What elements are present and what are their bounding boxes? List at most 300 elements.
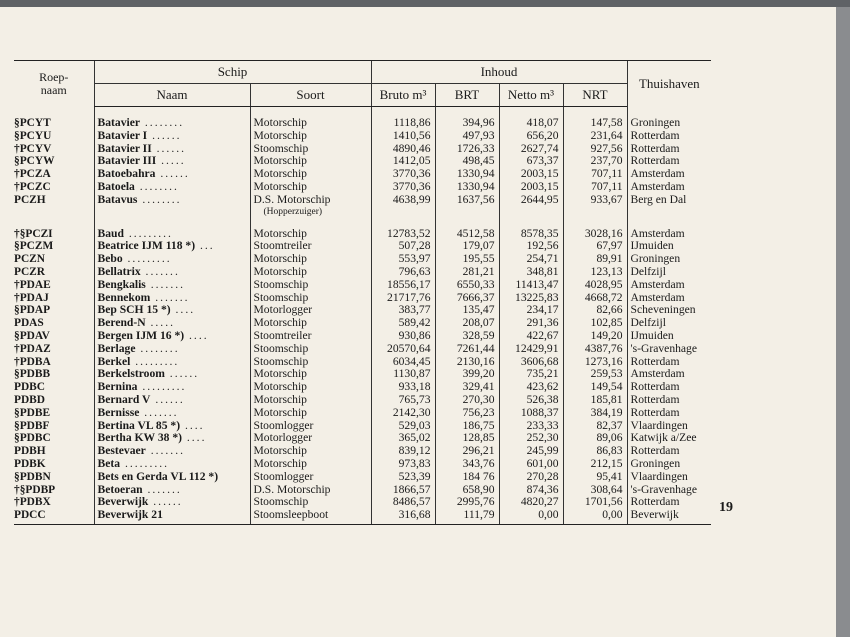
nrt-cell-text: 3028,16	[584, 226, 623, 240]
ship-type-cell-text: Motorschip	[253, 444, 307, 458]
table-row	[14, 107, 711, 130]
page-edge	[836, 7, 850, 637]
ship-type-cell-text: Motorschip	[253, 367, 307, 381]
brt-cell-text: 394,96	[462, 116, 495, 129]
ship-name-cell-text: Bertha KW 38 *)	[97, 432, 182, 445]
ship-name-cell	[94, 381, 250, 394]
ship-type-cell	[250, 509, 371, 524]
homeport-cell	[627, 509, 711, 524]
leader-dots: .......	[145, 445, 185, 458]
homeport-cell	[627, 107, 711, 130]
ship-name-cell	[94, 343, 250, 356]
roepnaam-cell	[14, 471, 94, 484]
ship-name-cell	[94, 407, 250, 420]
brt-cell-text: 2130,16	[456, 354, 495, 368]
bruto-cell-text: 765,73	[398, 392, 431, 406]
brt-cell-text: 7666,37	[456, 290, 495, 304]
nrt-cell-text: 237,70	[590, 154, 623, 168]
ship-name-cell	[94, 217, 250, 241]
ship-name-cell-text: Batavier I	[97, 129, 148, 142]
ship-name-cell-text: Bennekom	[97, 291, 151, 304]
homeport-cell-text: Beverwijk	[630, 508, 679, 522]
bruto-cell-text: 4890,46	[392, 141, 431, 155]
roepnaam-cell-text: §PDBB	[14, 368, 51, 381]
homeport-cell-text: Rotterdam	[630, 495, 680, 509]
ship-type-cell-text: Stoomschip	[253, 277, 309, 291]
brt-cell-text: 1330,94	[456, 167, 495, 181]
roepnaam-cell	[14, 368, 94, 381]
ship-name-cell	[94, 304, 250, 317]
bruto-cell-text: 529,03	[398, 418, 431, 432]
nrt-cell-text: 185,81	[590, 392, 623, 406]
ship-type-cell-text: Stoomlogger	[253, 418, 314, 432]
roepnaam-cell-text: †PDBX	[14, 496, 51, 509]
leader-dots: .......	[142, 483, 182, 496]
brt-cell-text: 184 76	[462, 469, 495, 483]
netto-cell-text: 423,62	[526, 380, 559, 394]
leader-dots: ......	[151, 142, 187, 155]
ship-name-cell	[94, 368, 250, 381]
netto-cell-text: 2003,15	[520, 179, 559, 193]
netto-cell-text: 348,81	[526, 264, 559, 278]
nrt-cell-text: 4668,72	[584, 290, 623, 304]
bruto-cell-text: 2142,30	[392, 405, 431, 419]
ship-name-cell	[94, 107, 250, 130]
homeport-cell-text: Rotterdam	[630, 444, 680, 458]
nrt-cell-text: 212,15	[590, 456, 623, 470]
homeport-cell-text: Amsterdam	[630, 290, 685, 304]
leader-dots: .......	[145, 278, 186, 291]
homeport-cell-text: IJmuiden	[630, 328, 674, 342]
roepnaam-cell-text: PDBH	[14, 445, 46, 458]
brt-cell-text: 6550,33	[456, 277, 495, 291]
roepnaam-cell-text: †PDAZ	[14, 342, 51, 355]
bruto-cell-text: 365,02	[398, 431, 431, 445]
leader-dots: ........	[135, 342, 180, 355]
ship-type-cell-text: D.S. Motorschip	[253, 482, 331, 496]
header-inhoud: Inhoud	[371, 61, 627, 84]
bruto-cell-text: 796,63	[398, 264, 431, 278]
header-nrt: NRT	[563, 84, 627, 107]
netto-cell-text: 8578,35	[520, 226, 559, 240]
roepnaam-cell-text: §PDBE	[14, 406, 51, 419]
ship-name-cell-text: Bertina VL 85 *)	[97, 419, 181, 432]
brt-cell-text: 195,55	[462, 252, 495, 266]
bruto-cell-text: 1412,05	[392, 154, 431, 168]
leader-dots: .........	[137, 381, 187, 394]
header-schip: Schip	[94, 61, 371, 84]
nrt-cell-text: 89,91	[596, 252, 623, 266]
netto-cell-text: 874,36	[526, 482, 559, 496]
roepnaam-cell-text: PDCC	[14, 509, 46, 522]
ship-name-cell-text: Batavier	[97, 116, 140, 129]
ship-name-cell	[94, 253, 250, 266]
ship-type-cell-text: Motorschip	[253, 380, 307, 394]
roepnaam-cell	[14, 266, 94, 279]
bruto-cell-text: 553,97	[398, 252, 431, 266]
ship-name-cell	[94, 130, 250, 143]
ship-type-cell-text: Motorschip	[253, 405, 307, 419]
header-roepnaam-line2: naam	[40, 82, 67, 97]
netto-cell-text: 0,00	[538, 508, 559, 522]
homeport-cell-text: Groningen	[630, 115, 681, 129]
netto-cell-text: 422,67	[526, 328, 559, 342]
homeport-cell-text: IJmuiden	[630, 239, 674, 253]
ship-name-cell	[94, 484, 250, 497]
roepnaam-cell-text: §PDBF	[14, 419, 50, 432]
bruto-cell-text: 1118,86	[393, 116, 431, 129]
homeport-cell-text: 's-Gravenhage	[630, 482, 697, 496]
roepnaam-cell	[14, 330, 94, 343]
roepnaam-cell-text: †PDAE	[14, 278, 51, 291]
netto-cell	[499, 217, 563, 241]
homeport-cell-text: Amsterdam	[630, 179, 685, 193]
leader-dots: ......	[147, 129, 182, 142]
nrt-cell-text: 259,53	[590, 367, 623, 381]
brt-cell-text: 343,76	[462, 456, 495, 470]
ship-type-cell-text: Motorschip	[253, 392, 307, 406]
header-soort: Soort	[250, 84, 371, 107]
netto-cell-text: 13225,83	[515, 290, 559, 304]
ship-type-cell-text: Stoomschip	[253, 341, 309, 355]
netto-cell-text: 673,37	[526, 154, 559, 168]
bruto-cell-text: 589,42	[398, 316, 431, 330]
leader-dots: .....	[156, 155, 186, 168]
leader-dots: .........	[120, 457, 170, 470]
ship-type-cell-text: Motorschip	[253, 116, 307, 129]
roepnaam-cell	[14, 292, 94, 305]
roepnaam-cell-text: PDAS	[14, 317, 44, 330]
brt-cell-text: 281,21	[462, 264, 495, 278]
table-row	[14, 217, 711, 241]
brt-cell-text: 1330,94	[456, 179, 495, 193]
brt-cell-text: 756,23	[462, 405, 495, 419]
netto-cell-text: 656,20	[526, 128, 559, 142]
roepnaam-cell	[14, 240, 94, 253]
nrt-cell-text: 1701,56	[584, 495, 623, 509]
ship-name-cell-text: Beverwijk	[97, 496, 149, 509]
leader-dots: .......	[139, 406, 179, 419]
nrt-cell-text: 384,19	[590, 405, 623, 419]
roepnaam-cell	[14, 356, 94, 369]
roepnaam-cell-text: PDBK	[14, 457, 46, 470]
roepnaam-cell-text: PCZR	[14, 265, 46, 278]
brt-cell	[435, 194, 499, 217]
brt-cell-text: 329,41	[462, 380, 495, 394]
table-row	[14, 509, 711, 524]
ship-register-table-wrap	[14, 60, 711, 525]
homeport-cell-text: Amsterdam	[630, 277, 685, 291]
nrt-cell-text: 89,06	[596, 431, 623, 445]
netto-cell-text: 1088,37	[520, 405, 559, 419]
roepnaam-cell	[14, 279, 94, 292]
roepnaam-cell	[14, 181, 94, 194]
homeport-cell-text: Rotterdam	[630, 128, 680, 142]
nrt-cell-text: 231,64	[590, 128, 623, 142]
roepnaam-cell-text: §PCZM	[14, 240, 54, 253]
brt-cell-text: 296,21	[462, 444, 495, 458]
roepnaam-cell	[14, 253, 94, 266]
brt-cell-text: 186,75	[462, 418, 495, 432]
homeport-cell-text: Amsterdam	[630, 367, 685, 381]
netto-cell-text: 3606,68	[520, 354, 559, 368]
nrt-cell-text: 123,13	[590, 264, 623, 278]
ship-type-cell-text: Motorschip	[253, 154, 307, 168]
ship-name-cell	[94, 356, 250, 369]
brt-cell-text: 498,45	[462, 154, 495, 168]
leader-dots: ........	[134, 180, 179, 193]
table-header	[14, 61, 711, 107]
roepnaam-cell	[14, 407, 94, 420]
ship-type-cell-text: Motorschip	[253, 252, 307, 266]
brt-cell-text: 179,07	[462, 239, 495, 253]
bruto-cell	[371, 194, 435, 217]
brt-cell-text: 658,90	[462, 482, 495, 496]
leader-dots: ....	[180, 419, 205, 432]
homeport-cell-text: Rotterdam	[630, 392, 680, 406]
ship-type-cell	[250, 217, 371, 241]
ship-type-cell	[250, 107, 371, 130]
ship-name-cell	[94, 155, 250, 168]
netto-cell-text: 526,38	[526, 392, 559, 406]
ship-name-cell	[94, 445, 250, 458]
roepnaam-cell	[14, 168, 94, 181]
roepnaam-cell	[14, 143, 94, 156]
homeport-cell-text: Vlaardingen	[630, 418, 688, 432]
bruto-cell	[371, 217, 435, 241]
bruto-cell-text: 18556,17	[387, 277, 431, 291]
roepnaam-cell-text: PCZN	[14, 253, 46, 266]
homeport-cell-text: Rotterdam	[630, 380, 680, 394]
brt-cell-text: 208,07	[462, 316, 495, 330]
ship-name-cell-text: Betoeran	[97, 483, 143, 496]
ship-name-cell-text: Berlage	[97, 342, 136, 355]
ship-name-cell	[94, 240, 250, 253]
homeport-cell-text: Amsterdam	[630, 167, 685, 181]
brt-cell-text: 399,20	[462, 367, 495, 381]
roepnaam-cell	[14, 343, 94, 356]
bruto-cell-text: 1410,56	[392, 128, 431, 142]
ship-type-cell-text: Motorschip	[253, 167, 307, 181]
ship-type-cell-text: D.S. Motorschip	[253, 192, 331, 206]
homeport-cell-text: 's-Gravenhage	[630, 341, 697, 355]
bruto-cell-text: 3770,36	[392, 167, 431, 181]
leader-dots: ....	[170, 304, 196, 317]
homeport-cell-text: Scheveningen	[630, 303, 696, 317]
roepnaam-cell-text: †§PCZI	[14, 227, 53, 240]
roepnaam-cell-text: PDBC	[14, 381, 46, 394]
netto-cell-text: 11413,47	[515, 277, 559, 291]
leader-dots: ........	[137, 193, 182, 206]
ship-type-cell-text: Stoomschip	[253, 495, 309, 509]
bruto-cell-text: 1130,87	[393, 367, 431, 381]
ship-name-cell-text: Batoebahra	[97, 168, 156, 181]
ship-name-cell-text: Bestevaer	[97, 445, 146, 458]
bruto-cell-text: 316,68	[398, 508, 431, 522]
homeport-cell-text: Vlaardingen	[630, 469, 688, 483]
ship-type-cell-text: Motorschip	[253, 316, 307, 330]
leader-dots: .........	[122, 253, 172, 266]
brt-cell-text: 1637,56	[456, 192, 495, 206]
brt-cell-text: 111,79	[463, 508, 495, 522]
netto-cell-text: 2003,15	[520, 167, 559, 181]
ship-type-cell-text: Stoomtreiler	[253, 328, 312, 342]
nrt-cell-text: 707,11	[591, 179, 623, 193]
bruto-cell	[371, 509, 435, 524]
leader-dots: ....	[181, 432, 207, 445]
ship-name-cell-text: Bengkalis	[97, 278, 146, 291]
leader-dots: ......	[164, 368, 200, 381]
table-row	[14, 194, 711, 217]
netto-cell-text: 601,00	[526, 456, 559, 470]
brt-cell-text: 328,59	[462, 328, 495, 342]
ship-name-cell-text: Bernisse	[97, 406, 140, 419]
bruto-cell-text: 933,18	[398, 380, 431, 394]
ship-name-cell-text: Batoela	[97, 180, 135, 193]
ship-name-cell-text: Batavier III	[97, 155, 157, 168]
netto-cell-text: 245,99	[526, 444, 559, 458]
netto-cell	[499, 194, 563, 217]
bruto-cell-text: 1866,57	[392, 482, 431, 496]
ship-type-cell	[250, 194, 371, 217]
ship-name-cell-text: Berkelstroom	[97, 368, 165, 381]
bruto-cell-text: 4638,99	[392, 192, 431, 206]
roepnaam-cell	[14, 107, 94, 130]
ship-register-table	[14, 60, 711, 525]
nrt-cell	[563, 194, 627, 217]
ship-name-cell-text: Bernard V	[97, 393, 151, 406]
ship-type-cell-text: Stoomschip	[253, 354, 309, 368]
ship-type-cell-text: Motorschip	[253, 128, 307, 142]
bruto-cell-text: 523,39	[398, 469, 431, 483]
brt-cell	[435, 509, 499, 524]
nrt-cell-text: 149,54	[590, 380, 623, 394]
roepnaam-cell-text: †PCZA	[14, 168, 51, 181]
ship-name-cell	[94, 143, 250, 156]
nrt-cell-text: 707,11	[591, 167, 623, 181]
ship-name-cell	[94, 420, 250, 433]
roepnaam-cell-text: PCZH	[14, 193, 46, 206]
ship-name-cell	[94, 292, 250, 305]
brt-cell-text: 135,47	[462, 303, 495, 317]
nrt-cell	[563, 107, 627, 130]
bruto-cell-text: 973,83	[398, 456, 431, 470]
ship-type-cell-text: Motorschip	[253, 179, 307, 193]
ship-name-cell-text: Bebo	[97, 253, 123, 266]
roepnaam-cell-text: †PCYV	[14, 142, 52, 155]
ship-name-cell	[94, 181, 250, 194]
bruto-cell-text: 383,77	[398, 303, 431, 317]
ship-name-cell-text: Bernina	[97, 381, 138, 394]
roepnaam-cell	[14, 496, 94, 509]
bruto-cell-text: 20570,64	[387, 341, 431, 355]
netto-cell-text: 291,36	[526, 316, 559, 330]
nrt-cell-text: 4387,76	[584, 341, 623, 355]
brt-cell-text: 7261,44	[456, 341, 495, 355]
header-roepnaam-line1: Roep-	[39, 69, 69, 84]
ship-type-cell-text: Stoomlogger	[253, 469, 314, 483]
ship-name-cell-text: Bets en Gerda VL 112 *)	[97, 470, 219, 483]
bruto-cell-text: 507,28	[398, 239, 431, 253]
ship-type-cell-text: Stoomsleepboot	[253, 508, 329, 522]
homeport-cell-text: Rotterdam	[630, 141, 680, 155]
leader-dots: ......	[150, 393, 185, 406]
nrt-cell-text: 86,83	[596, 444, 623, 458]
homeport-cell-text: Berg en Dal	[630, 192, 687, 206]
ship-name-cell	[94, 330, 250, 343]
netto-cell-text: 4820,27	[520, 495, 559, 509]
netto-cell-text: 2627,74	[520, 141, 559, 155]
header-netto: Netto m³	[499, 84, 563, 107]
ship-name-cell	[94, 458, 250, 471]
roepnaam-cell	[14, 317, 94, 330]
roepnaam-cell	[14, 381, 94, 394]
roepnaam-cell-text: †PCZC	[14, 180, 51, 193]
nrt-cell	[563, 509, 627, 524]
brt-cell-text: 2995,76	[456, 495, 495, 509]
roepnaam-cell	[14, 420, 94, 433]
brt-cell-text: 128,85	[462, 431, 495, 445]
ship-type-subtitle: (Hopperzuiger)	[263, 206, 323, 217]
roepnaam-cell	[14, 509, 94, 524]
ship-name-cell	[94, 509, 250, 524]
homeport-cell-text: Groningen	[630, 252, 681, 266]
nrt-cell-text: 82,66	[596, 303, 623, 317]
nrt-cell-text: 82,37	[596, 418, 623, 432]
leader-dots: .....	[145, 317, 175, 330]
nrt-cell-text: 147,58	[590, 116, 623, 129]
ship-type-cell-text: Stoomschip	[253, 141, 309, 155]
ship-name-cell-text: Bep SCH 15 *)	[97, 304, 171, 317]
header-thuishaven: Thuishaven	[627, 61, 711, 107]
bruto-cell-text: 8486,57	[392, 495, 431, 509]
nrt-cell-text: 1273,16	[584, 354, 623, 368]
ship-name-cell	[94, 317, 250, 330]
roepnaam-cell	[14, 445, 94, 458]
netto-cell	[499, 509, 563, 524]
homeport-cell-text: Amsterdam	[630, 226, 685, 240]
homeport-cell-text: Rotterdam	[630, 354, 680, 368]
ship-name-cell	[94, 432, 250, 445]
bruto-cell-text: 930,86	[398, 328, 431, 342]
roepnaam-cell-text: §PCYW	[14, 155, 55, 168]
bruto-cell-text: 839,12	[398, 444, 431, 458]
netto-cell-text: 254,71	[526, 252, 559, 266]
brt-cell-text: 497,93	[462, 128, 495, 142]
nrt-cell-text: 308,64	[590, 482, 623, 496]
ship-type-cell-text: Motorschip	[253, 226, 307, 240]
header-naam: Naam	[94, 84, 250, 107]
roepnaam-cell-text: §PCYU	[14, 129, 52, 142]
nrt-cell-text: 927,56	[590, 141, 623, 155]
page-number: 19	[719, 500, 733, 515]
brt-cell-text: 1726,33	[456, 141, 495, 155]
roepnaam-cell	[14, 458, 94, 471]
roepnaam-cell	[14, 130, 94, 143]
leader-dots: .........	[130, 355, 180, 368]
homeport-cell	[627, 217, 711, 241]
leader-dots: ......	[155, 168, 190, 181]
homeport-cell-text: Groningen	[630, 456, 681, 470]
header-roepnaam	[14, 61, 94, 107]
netto-cell-text: 12429,91	[515, 341, 559, 355]
roepnaam-cell	[14, 304, 94, 317]
roepnaam-cell-text: †§PDBP	[14, 483, 56, 496]
netto-cell-text: 192,56	[526, 239, 559, 253]
bruto-cell-text: 3770,36	[392, 179, 431, 193]
roepnaam-cell	[14, 194, 94, 217]
nrt-cell	[563, 217, 627, 241]
